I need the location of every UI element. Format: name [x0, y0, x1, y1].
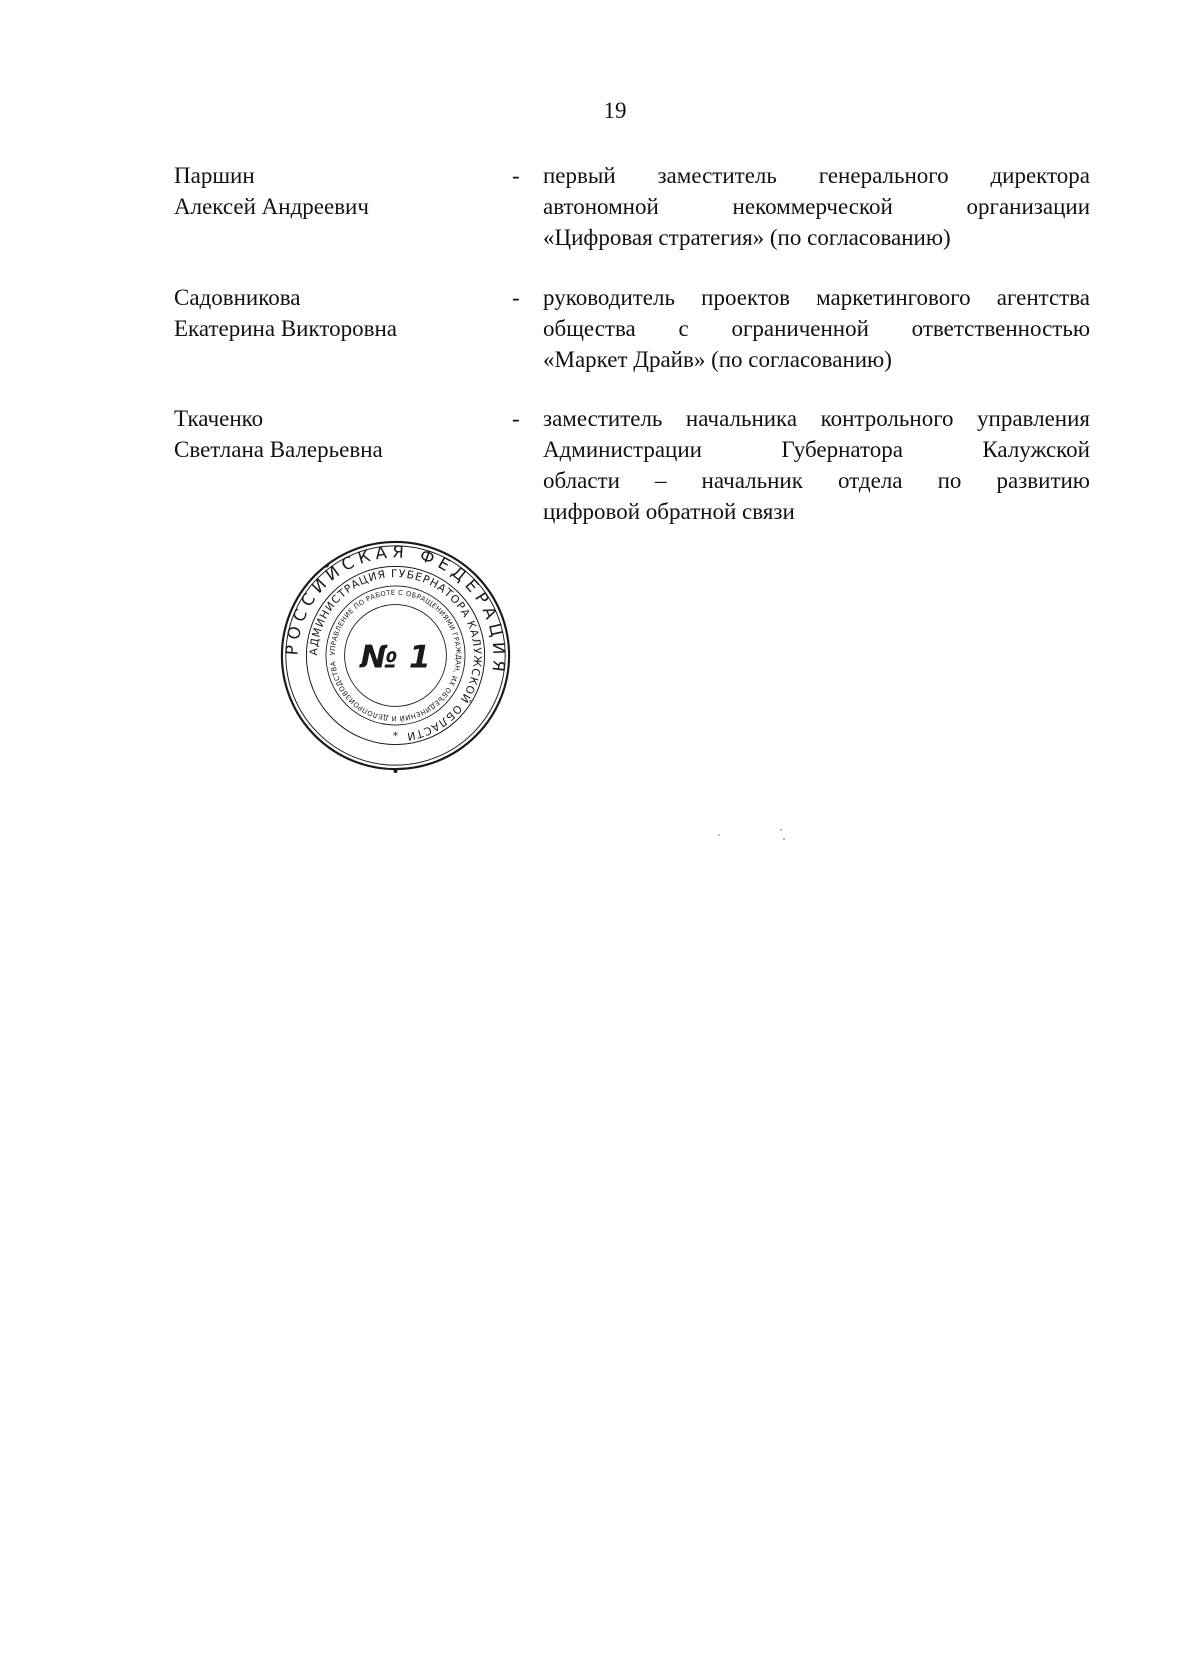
position-line: руководитель проектов маркетингового агентства [543, 285, 1090, 310]
position-line: Администрации Губернатора Калужской [543, 437, 1090, 462]
member-position [543, 282, 1090, 375]
page-number: 19 [603, 98, 627, 123]
position-line: области – начальник отдела по развитию [543, 468, 1090, 493]
position-line: заместитель начальника контрольного управления [543, 406, 1090, 431]
entry-dash: - [512, 163, 520, 188]
member-given-names: Алексей Андреевич [174, 194, 369, 219]
member-name [174, 282, 494, 344]
member-name [174, 403, 494, 465]
seal-graphic [278, 538, 513, 773]
member-surname: Паршин [174, 163, 255, 188]
position-line: автономной некоммерческой организации [543, 194, 1090, 219]
member-position [543, 403, 1090, 527]
position-line: общества с ограниченной ответственностью [543, 316, 1090, 341]
member-position [543, 160, 1090, 253]
seal-inner-text: УПРАВЛЕНИЕ ПО РАБОТЕ С ОБРАЩЕНИЯМИ ГРАЖДАН, ИХ ОБЪЕДИНЕНИЙ И ДЕЛОПРОИЗВОДСТВА [328, 588, 463, 723]
member-surname: Ткаченко [174, 406, 264, 431]
scan-speck [718, 834, 720, 836]
entry-dash: - [512, 285, 520, 310]
member-given-names: Екатерина Викторовна [174, 316, 397, 341]
entry-dash: - [512, 406, 520, 431]
seal-center-text: № 1 [360, 639, 431, 676]
seal-dot-mark [394, 769, 398, 773]
seal-middle-text: АДМИНИСТРАЦИЯ ГУБЕРНАТОРА КАЛУЖСКОЙ ОБЛАСТИ [307, 567, 485, 744]
position-line: «Маркет Драйв» (по согласованию) [543, 347, 892, 372]
position-line: «Цифровая стратегия» (по согласованию) [543, 225, 951, 250]
seal-star-icon: * [392, 729, 399, 743]
position-line: первый заместитель генерального директора [543, 163, 1090, 188]
position-line: цифровой обратной связи [543, 499, 795, 524]
member-surname: Садовникова [174, 285, 301, 310]
official-seal [278, 538, 513, 773]
member-name [174, 160, 494, 222]
seal-outer-text: РОССИЙСКАЯ ФЕДЕРАЦИЯ [282, 542, 509, 678]
scan-speck [780, 829, 782, 831]
member-given-names: Светлана Валерьевна [174, 437, 383, 462]
scan-speck [783, 838, 785, 840]
